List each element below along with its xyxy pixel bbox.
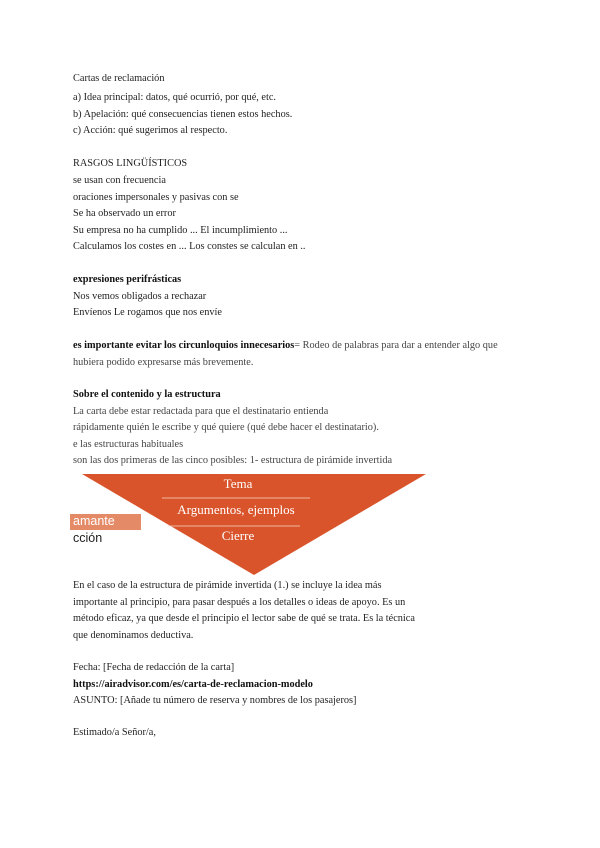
list-item: Se ha observado un error [73, 208, 176, 219]
heading-perifrasticas: expresiones perifrásticas [73, 274, 182, 285]
list-item: se usan con frecuencia [73, 175, 166, 186]
circunloquios-line2: hubiera podido expresarse más brevemente. [73, 357, 254, 368]
list-item: c) Acción: qué sugerimos al respecto. [73, 125, 228, 136]
list-item: Calculamos los costes en ... Los constes se calculan en .. [73, 241, 306, 252]
pyramid-level-cierre: Cierre [221, 528, 255, 543]
heading-contenido: Sobre el contenido y la estructura [73, 389, 221, 400]
side-label-partial: cción [73, 531, 103, 545]
heading-rasgos: RASGOS LINGÜÍSTICOS [73, 158, 188, 169]
paragraph-line: En el caso de la estructura de pirámide invertida (1.) se incluye la idea más [73, 580, 382, 591]
salutation: Estimado/a Señor/a, [73, 727, 156, 738]
circunloquios-paragraph [73, 339, 498, 353]
list-item: Su empresa no ha cumplido ... El incumplimiento ... [73, 225, 288, 236]
fecha-line: Fecha: [Fecha de redacción de la carta] [73, 662, 235, 673]
paragraph-line: que denominamos deductiva. [73, 630, 194, 641]
list-item: oraciones impersonales y pasivas con se [73, 192, 239, 203]
list-item: e las estructuras habituales [73, 439, 184, 450]
paragraph-line: importante al principio, para pasar después a los detalles o ideas de apoyo. Es un [73, 597, 406, 608]
circunloquios-definition: = Rodeo de palabras para dar a entender algo que [294, 340, 498, 351]
circunloquios-bold: es importante evitar los circunloquios innecesarios [73, 340, 295, 351]
heading-cartas: Cartas de reclamación [73, 73, 165, 84]
pyramid-level-tema: Tema [223, 476, 253, 491]
list-item: son las dos primeras de las cinco posibles: 1- estructura de pirámide invertida [73, 455, 393, 466]
list-item: Envíenos Le rogamos que nos envíe [73, 307, 222, 318]
list-item: La carta debe estar redactada para que el destinatario entienda [73, 406, 329, 417]
list-item: rápidamente quién le escribe y qué quiere (qué debe hacer el destinatario). [73, 422, 379, 433]
pyramid-level-argumentos: Argumentos, ejemplos [177, 502, 295, 517]
list-item: b) Apelación: qué consecuencias tienen estos hechos. [73, 109, 293, 120]
paragraph-line: método eficaz, ya que desde el principio el lector sabe de qué se trata. Es la técnica [73, 613, 415, 624]
source-url[interactable]: https://airadvisor.com/es/carta-de-reclamacion-modelo [73, 679, 313, 690]
list-item: Nos vemos obligados a rechazar [73, 291, 207, 302]
list-item: a) Idea principal: datos, qué ocurrió, por qué, etc. [73, 92, 276, 103]
side-label-partial: amante [73, 514, 115, 528]
asunto-line: ASUNTO: [Añade tu número de reserva y nombres de los pasajeros] [73, 695, 357, 706]
